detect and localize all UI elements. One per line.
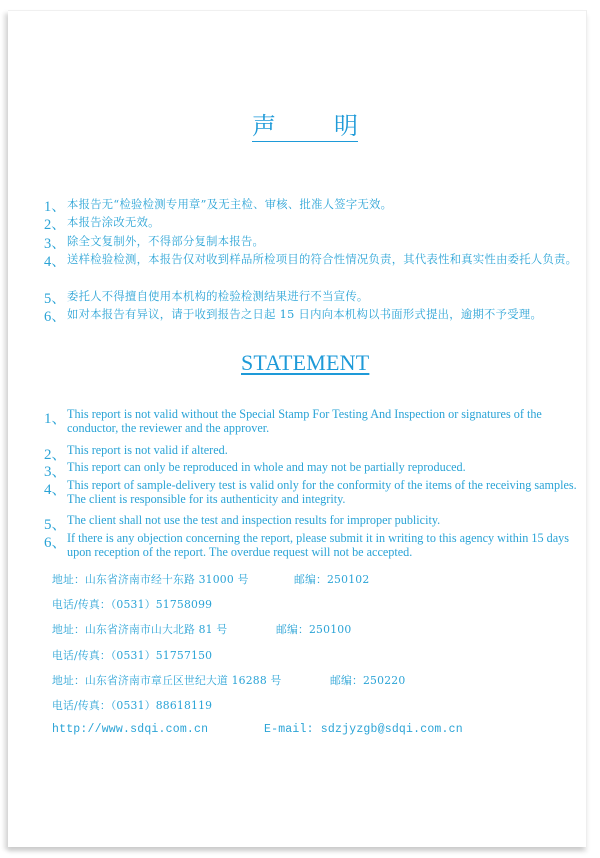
- declaration-item-1-number: 1、: [44, 199, 66, 215]
- contact-2-address-line: [52, 622, 352, 637]
- declaration-item-2-text: 本报告涂改无效。: [67, 216, 160, 229]
- contact-1-address-line: [52, 572, 370, 587]
- declaration-title-char-1: 声: [252, 112, 276, 140]
- declaration-item-1-text: 本报告无“检验检测专用章”及无主检、审核、批准人签字无效。: [67, 198, 393, 211]
- statement-item-5-text: The client shall not use the test and inspection results for improper publicity.: [67, 513, 441, 527]
- declaration-item-2-number: 2、: [44, 217, 66, 233]
- declaration-item-5-number: 5、: [44, 291, 66, 307]
- declaration-item-4-text: 送样检验检测，本报告仅对收到样品所检项目的符合性情况负责，其代表性和真实性由委托人负责。: [67, 253, 578, 266]
- contact-2-phone: 电话/传真：（0531）51757150: [52, 649, 213, 662]
- statement-title: STATEMENT: [241, 350, 370, 375]
- statement-item-2-number: 2、: [44, 447, 67, 463]
- contact-3-postcode: 邮编：250220: [330, 674, 406, 687]
- declaration-item-4-number: 4、: [44, 254, 66, 270]
- declaration-item-3-text: 除全文复制外，不得部分复制本报告。: [67, 235, 265, 248]
- statement-item-6-text: If there is any objection concerning the report, please submit it in writing to this agency within 15 days upon reception of the report. The overdue request will not be accepted.: [67, 531, 569, 559]
- website-link[interactable]: http://www.sdqi.com.cn: [52, 723, 209, 736]
- declaration-item-6-number: 6、: [44, 309, 66, 325]
- contact-3-phone: 电话/传真：（0531）88618119: [52, 699, 213, 712]
- contact-2-postcode: 邮编：250100: [276, 623, 352, 636]
- email-link[interactable]: E-mail: sdzjyzgb@sdqi.com.cn: [264, 723, 463, 736]
- contact-1-phone: 电话/传真：（0531）51758099: [52, 598, 213, 611]
- contact-3-address: 地址：山东省济南市章丘区世纪大道 16288 号: [52, 674, 282, 687]
- declaration-item-6-text: 如对本报告有异议，请于收到报告之日起 15 日内向本机构以书面形式提出，逾期不予受理。: [67, 308, 543, 321]
- contact-1-address: 地址：山东省济南市经十东路 31000 号: [52, 573, 249, 586]
- declaration-item-5-text: 委托人不得擅自使用本机构的检验检测结果进行不当宣传。: [67, 290, 369, 303]
- contact-1-postcode: 邮编：250102: [294, 573, 370, 586]
- declaration-title-char-2: 明: [334, 112, 358, 140]
- contact-2-address: 地址：山东省济南市山大北路 81 号: [52, 623, 228, 636]
- statement-item-4-number: 4、: [44, 482, 67, 498]
- statement-item-2-text: This report is not valid if altered.: [67, 443, 228, 457]
- statement-item-5-number: 5、: [44, 517, 67, 533]
- statement-item-6-number: 6、: [44, 535, 67, 551]
- statement-item-4-text: This report of sample-delivery test is valid only for the conformity of the items of the receiving samples. The client is responsible for its authenticity and integrity.: [67, 478, 577, 506]
- statement-item-1-text: This report is not valid without the Special Stamp For Testing And Inspection or signatures of the conductor, the reviewer and the approver.: [67, 407, 542, 435]
- statement-item-3-number: 3、: [44, 464, 67, 480]
- statement-item-1-number: 1、: [44, 411, 67, 427]
- declaration-item-3-number: 3、: [44, 236, 66, 252]
- contact-3-address-line: [52, 673, 406, 688]
- statement-item-3-text: This report can only be reproduced in whole and may not be partially reproduced.: [67, 460, 466, 474]
- declaration-title: [252, 113, 358, 142]
